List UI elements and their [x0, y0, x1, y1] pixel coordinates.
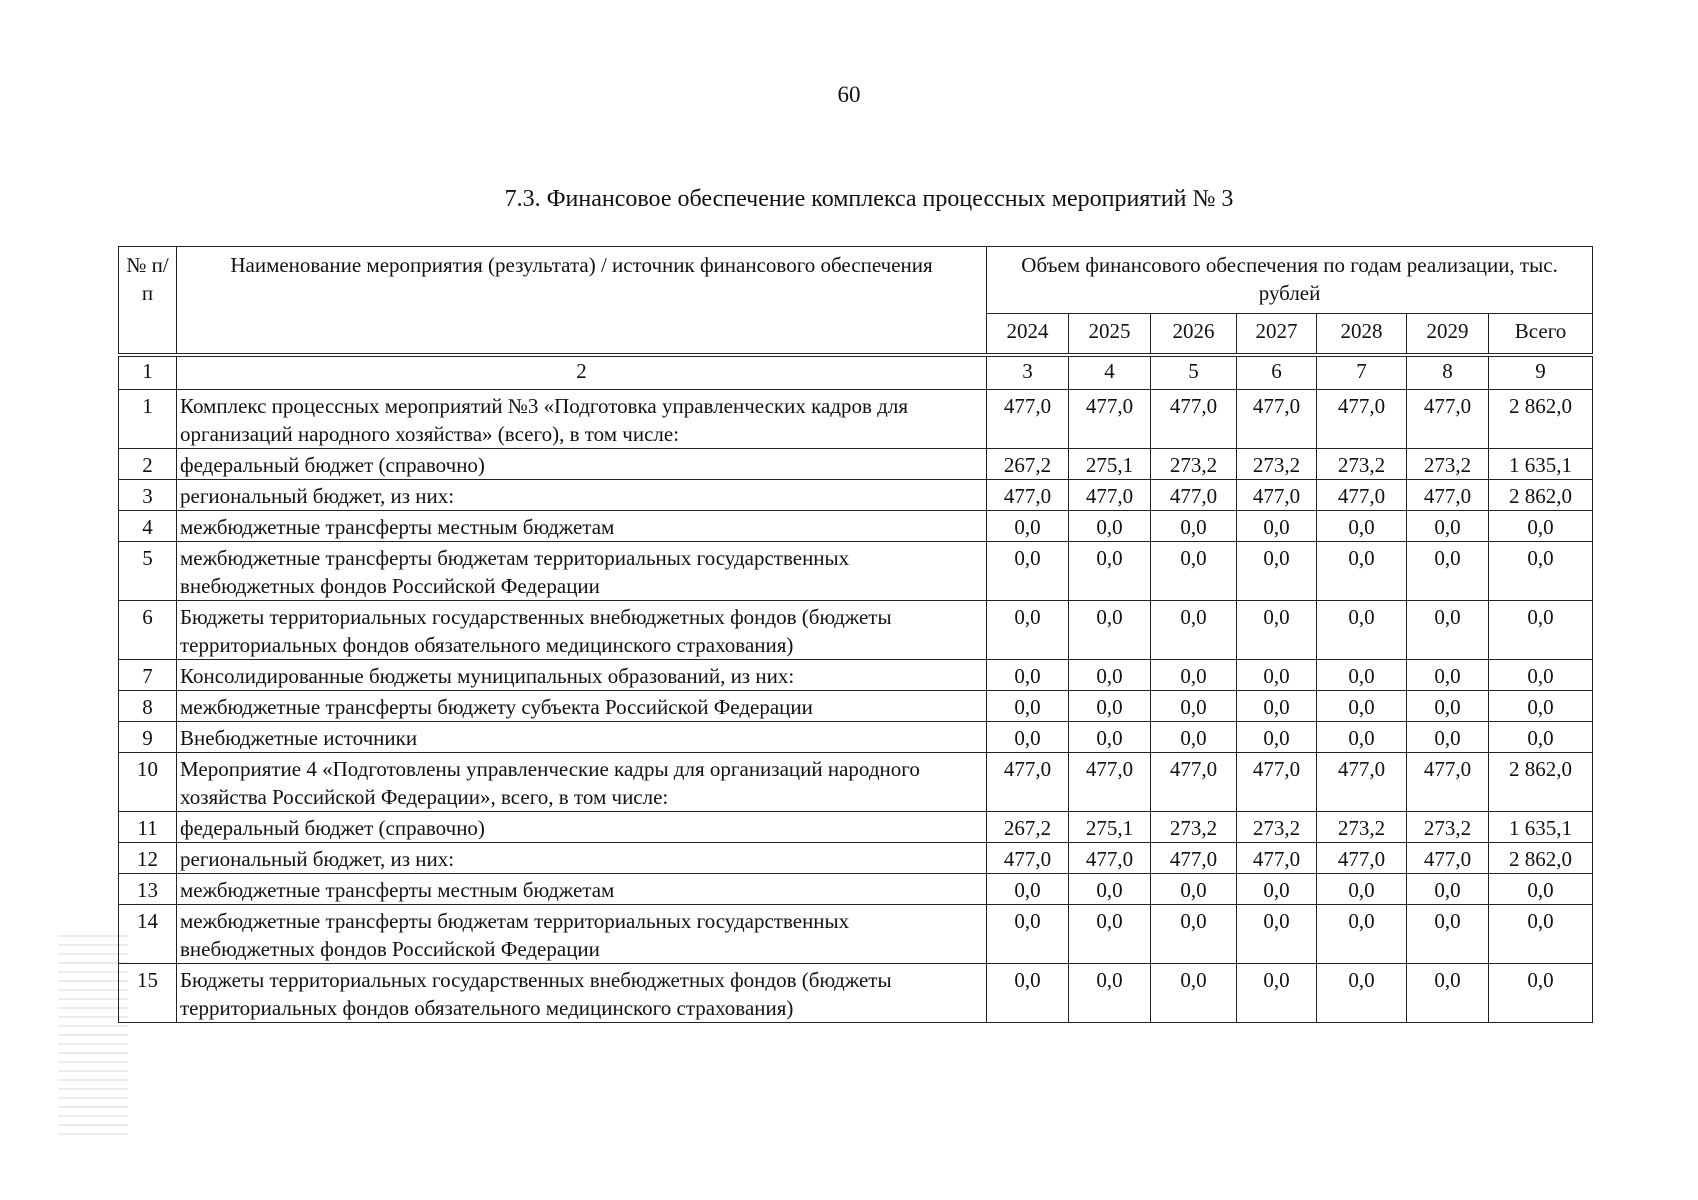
row-value: 0,0	[1151, 964, 1237, 1023]
row-name: региональный бюджет, из них:	[177, 843, 987, 874]
header-year: 2024	[987, 314, 1069, 356]
row-value: 477,0	[1237, 390, 1317, 449]
row-value: 0,0	[1317, 905, 1407, 964]
row-value: 477,0	[1407, 480, 1489, 511]
row-value: 267,2	[987, 812, 1069, 843]
row-value: 477,0	[987, 390, 1069, 449]
row-value: 477,0	[1317, 480, 1407, 511]
row-value: 0,0	[987, 511, 1069, 542]
table-row	[119, 480, 1593, 511]
column-index: 7	[1317, 355, 1407, 390]
row-value: 477,0	[1237, 753, 1317, 812]
table-row	[119, 812, 1593, 843]
row-name: межбюджетные трансферты местным бюджетам	[177, 874, 987, 905]
row-name: федеральный бюджет (справочно)	[177, 812, 987, 843]
row-value: 2 862,0	[1489, 843, 1593, 874]
table-row	[119, 691, 1593, 722]
row-value: 0,0	[1069, 964, 1151, 1023]
table-row	[119, 542, 1593, 601]
row-value: 0,0	[987, 660, 1069, 691]
header-year: 2027	[1237, 314, 1317, 356]
row-number: 9	[119, 722, 177, 753]
column-index: 9	[1489, 355, 1593, 390]
column-index: 3	[987, 355, 1069, 390]
row-value: 0,0	[1151, 905, 1237, 964]
table-title: 7.3. Финансовое обеспечение комплекса процессных мероприятий № 3	[504, 186, 1234, 212]
row-value: 0,0	[1407, 660, 1489, 691]
row-value: 477,0	[1069, 843, 1151, 874]
row-value: 0,0	[1237, 601, 1317, 660]
row-value: 0,0	[1069, 722, 1151, 753]
row-number: 1	[119, 390, 177, 449]
row-name: межбюджетные трансферты местным бюджетам	[177, 511, 987, 542]
row-name: региональный бюджет, из них:	[177, 480, 987, 511]
row-value: 477,0	[1407, 390, 1489, 449]
header-year: 2025	[1069, 314, 1151, 356]
row-value: 0,0	[987, 964, 1069, 1023]
row-value: 0,0	[1489, 691, 1593, 722]
row-value: 0,0	[1069, 874, 1151, 905]
table-row	[119, 905, 1593, 964]
row-value: 0,0	[1069, 542, 1151, 601]
row-value: 0,0	[1151, 542, 1237, 601]
row-value: 477,0	[1069, 753, 1151, 812]
column-index: 1	[119, 355, 177, 390]
row-value: 477,0	[1317, 390, 1407, 449]
table-row	[119, 874, 1593, 905]
row-number: 11	[119, 812, 177, 843]
row-name: межбюджетные трансферты бюджетам территориальных государственных внебюджетных фондов Российской Федерации	[177, 905, 987, 964]
row-value: 477,0	[1151, 480, 1237, 511]
row-value: 0,0	[1151, 874, 1237, 905]
row-value: 477,0	[1407, 753, 1489, 812]
row-name: Внебюджетные источники	[177, 722, 987, 753]
row-value: 273,2	[1151, 812, 1237, 843]
row-value: 0,0	[1489, 511, 1593, 542]
row-value: 0,0	[1407, 905, 1489, 964]
row-value: 477,0	[1151, 843, 1237, 874]
row-value: 477,0	[1237, 843, 1317, 874]
row-value: 0,0	[1237, 542, 1317, 601]
row-value: 0,0	[1489, 964, 1593, 1023]
row-value: 0,0	[1237, 511, 1317, 542]
row-value: 0,0	[1489, 660, 1593, 691]
row-value: 477,0	[1237, 480, 1317, 511]
row-value: 0,0	[1489, 874, 1593, 905]
row-value: 273,2	[1317, 812, 1407, 843]
row-value: 0,0	[987, 601, 1069, 660]
row-value: 0,0	[1407, 601, 1489, 660]
table-row	[119, 964, 1593, 1023]
row-value: 0,0	[1317, 601, 1407, 660]
row-value: 0,0	[1237, 691, 1317, 722]
row-value: 0,0	[1317, 691, 1407, 722]
row-value: 267,2	[987, 449, 1069, 480]
header-num: № п/п	[119, 247, 177, 356]
row-value: 477,0	[1069, 390, 1151, 449]
row-value: 0,0	[1069, 691, 1151, 722]
row-value: 0,0	[1237, 660, 1317, 691]
row-value: 0,0	[1489, 542, 1593, 601]
row-number: 4	[119, 511, 177, 542]
row-value: 477,0	[1151, 753, 1237, 812]
row-value: 273,2	[1151, 449, 1237, 480]
column-index: 2	[177, 355, 987, 390]
column-index: 5	[1151, 355, 1237, 390]
row-value: 2 862,0	[1489, 480, 1593, 511]
column-index: 6	[1237, 355, 1317, 390]
table-row	[119, 753, 1593, 812]
header-volume: Объем финансового обеспечения по годам реализации, тыс. рублей	[987, 247, 1593, 314]
row-value: 0,0	[1407, 722, 1489, 753]
header-year: 2029	[1407, 314, 1489, 356]
row-value: 2 862,0	[1489, 390, 1593, 449]
row-value: 273,2	[1407, 812, 1489, 843]
row-number: 2	[119, 449, 177, 480]
row-value: 0,0	[987, 722, 1069, 753]
column-index: 4	[1069, 355, 1151, 390]
row-value: 0,0	[1489, 905, 1593, 964]
page-number: 60	[837, 82, 861, 107]
row-number: 15	[119, 964, 177, 1023]
row-value: 0,0	[1489, 722, 1593, 753]
header-name: Наименование мероприятия (результата) / источник финансового обеспечения	[177, 247, 987, 356]
table-row	[119, 511, 1593, 542]
table-row	[119, 843, 1593, 874]
table-row	[119, 449, 1593, 480]
row-value: 2 862,0	[1489, 753, 1593, 812]
row-value: 477,0	[1407, 843, 1489, 874]
row-name: межбюджетные трансферты бюджетам территориальных государственных внебюджетных фондов Российской Федерации	[177, 542, 987, 601]
table-row	[119, 722, 1593, 753]
row-number: 12	[119, 843, 177, 874]
row-value: 0,0	[1069, 660, 1151, 691]
row-value: 0,0	[1407, 542, 1489, 601]
row-value: 275,1	[1069, 812, 1151, 843]
row-value: 0,0	[1407, 691, 1489, 722]
row-value: 0,0	[1407, 964, 1489, 1023]
row-value: 273,2	[1317, 449, 1407, 480]
row-value: 0,0	[1237, 964, 1317, 1023]
row-value: 273,2	[1407, 449, 1489, 480]
row-value: 0,0	[1237, 905, 1317, 964]
row-value: 0,0	[1317, 964, 1407, 1023]
row-value: 1 635,1	[1489, 812, 1593, 843]
row-value: 0,0	[1317, 542, 1407, 601]
table-row	[119, 660, 1593, 691]
row-number: 8	[119, 691, 177, 722]
row-value: 0,0	[1151, 722, 1237, 753]
row-value: 477,0	[1151, 390, 1237, 449]
row-value: 0,0	[1317, 874, 1407, 905]
table-row	[119, 601, 1593, 660]
row-value: 0,0	[1069, 511, 1151, 542]
header-year: 2028	[1317, 314, 1407, 356]
row-value: 273,2	[1237, 449, 1317, 480]
row-value: 0,0	[1317, 722, 1407, 753]
row-value: 0,0	[1407, 511, 1489, 542]
row-value: 0,0	[987, 874, 1069, 905]
header-year: Всего	[1489, 314, 1593, 356]
row-name: Бюджеты территориальных государственных внебюджетных фондов (бюджеты территориальных фондов обязательного медицинского страхования)	[177, 964, 987, 1023]
row-value: 275,1	[1069, 449, 1151, 480]
row-value: 0,0	[1407, 874, 1489, 905]
row-value: 0,0	[1151, 660, 1237, 691]
table-row	[119, 390, 1593, 449]
row-value: 273,2	[1237, 812, 1317, 843]
row-value: 0,0	[987, 691, 1069, 722]
row-number: 10	[119, 753, 177, 812]
header-year: 2026	[1151, 314, 1237, 356]
row-value: 0,0	[1317, 660, 1407, 691]
row-number: 5	[119, 542, 177, 601]
row-value: 0,0	[987, 542, 1069, 601]
row-number: 6	[119, 601, 177, 660]
row-name: межбюджетные трансферты бюджету субъекта Российской Федерации	[177, 691, 987, 722]
row-number: 7	[119, 660, 177, 691]
row-number: 3	[119, 480, 177, 511]
row-value: 477,0	[987, 843, 1069, 874]
row-value: 477,0	[1317, 753, 1407, 812]
row-value: 0,0	[1069, 905, 1151, 964]
row-value: 0,0	[1317, 511, 1407, 542]
row-name: Консолидированные бюджеты муниципальных образований, из них:	[177, 660, 987, 691]
row-value: 0,0	[1237, 874, 1317, 905]
row-name: Бюджеты территориальных государственных внебюджетных фондов (бюджеты территориальных фондов обязательного медицинского страхования)	[177, 601, 987, 660]
row-number: 13	[119, 874, 177, 905]
row-value: 0,0	[1151, 511, 1237, 542]
row-value: 0,0	[1237, 722, 1317, 753]
row-name: федеральный бюджет (справочно)	[177, 449, 987, 480]
row-value: 1 635,1	[1489, 449, 1593, 480]
row-value: 0,0	[1151, 691, 1237, 722]
row-value: 477,0	[987, 753, 1069, 812]
row-value: 0,0	[1489, 601, 1593, 660]
row-number: 14	[119, 905, 177, 964]
row-value: 0,0	[1069, 601, 1151, 660]
row-name: Мероприятие 4 «Подготовлены управленческие кадры для организаций народного хозяйства Российской Федерации», всего, в том числе:	[177, 753, 987, 812]
row-value: 477,0	[1317, 843, 1407, 874]
row-value: 477,0	[987, 480, 1069, 511]
row-value: 0,0	[1151, 601, 1237, 660]
row-value: 0,0	[987, 905, 1069, 964]
column-index: 8	[1407, 355, 1489, 390]
row-value: 477,0	[1069, 480, 1151, 511]
financing-table	[118, 246, 1593, 1023]
row-name: Комплекс процессных мероприятий №3 «Подготовка управленческих кадров для организаций народного хозяйства» (всего), в том числе:	[177, 390, 987, 449]
